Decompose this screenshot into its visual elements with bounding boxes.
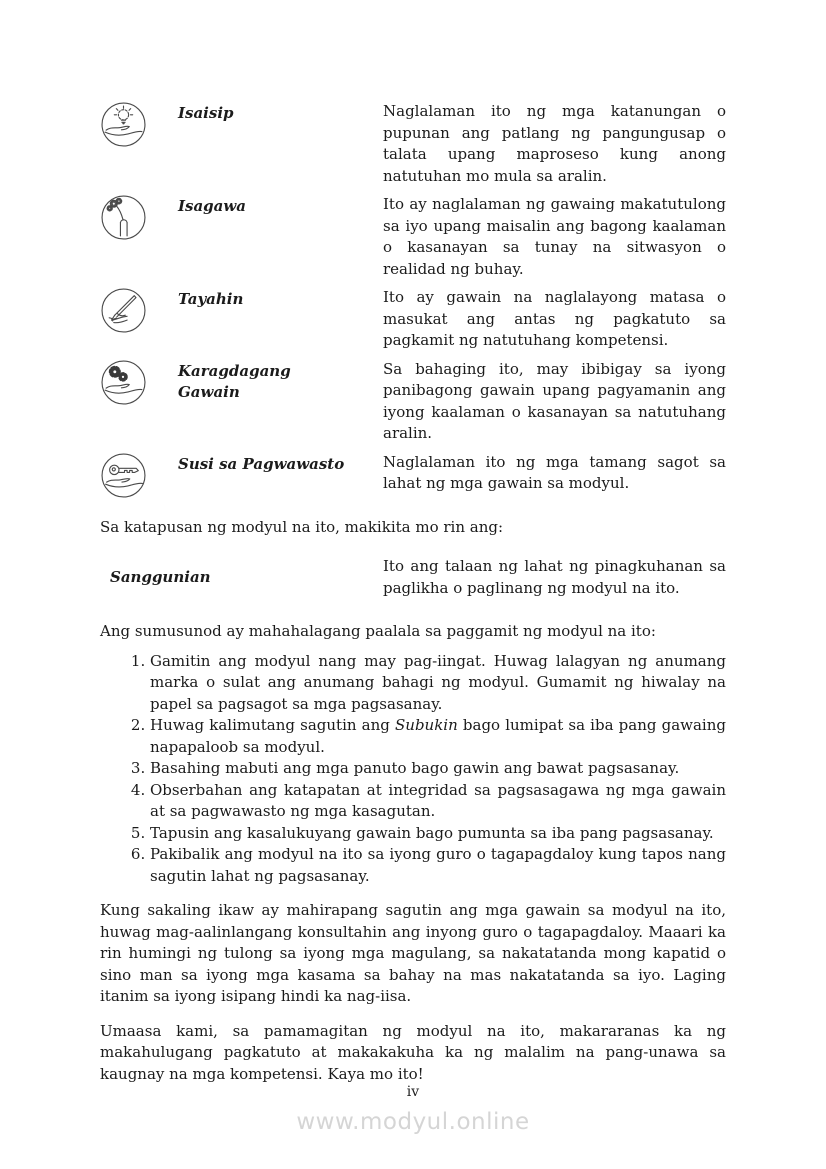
paalala-item-4-text: Obserbahan ang katapatan at integridad sa pagsasagawa ng mga gawain at sa pagwawasto ng mga kasagutan. (150, 780, 726, 820)
paalala-item-6 (150, 844, 726, 887)
paalala-intro: Ang sumusunod ay mahahalagang paalala sa paggamit ng modyul na ito: (100, 622, 656, 640)
legend-desc-isaisip: Naglalaman ito ng mga katanungan o pupunan ang patlang ng pangungusap o talata upang maproseso kung anong natutuhan mo mula sa aralin. (383, 102, 726, 185)
closing-line: Sa katapusan ng modyul na ito, makikita mo rin ang: (100, 517, 504, 536)
paalala-item-1 (150, 651, 726, 716)
legend-desc-tayahin: Ito ay gawain na naglalayong matasa o masukat ang antas ng pagkatuto sa pagkamit ng natutuhang kompetensi. (383, 288, 726, 349)
legend-label-susi-sa-pagwawasto: Susi sa Pagwawasto (178, 454, 345, 473)
lightbulb-hand-icon (100, 101, 178, 187)
icon-legend (100, 101, 726, 499)
paalala-item-5 (150, 823, 726, 845)
paalala-item-6-text: Pakibalik ang modyul na ito sa iyong guro o tagapagdaloy kung tapos nang sagutin lahat ng pagsasanay. (150, 845, 726, 885)
paalala-item-5-text: Tapusin ang kasalukuyang gawain bago pumunta sa iba pang pagsasanay. (150, 823, 714, 842)
page-number: iv (406, 1084, 420, 1100)
paalala-item-3-text: Basahing mabuti ang mga panuto bago gawin ang bawat pagsasanay. (150, 759, 680, 777)
hand-writing-pen-icon (100, 287, 178, 352)
legend-label-karagdagang-gawain: Karagdagang Gawain (178, 361, 291, 401)
legend-desc-karagdagang-gawain: Sa bahaging ito, may ibibigay sa iyong panibagong gawain upang pagyamanin ang iyong kaalaman o kasanayan sa natutuhang aralin. (383, 359, 726, 442)
key-on-hand-icon (100, 452, 178, 499)
sanggunian-label: Sanggunian (110, 567, 211, 586)
paalala-item-2 (150, 715, 726, 758)
legend-label-isaisip: Isaisip (178, 104, 234, 122)
sanggunian-description: Ito ang talaan ng lahat ng pinagkuhanan sa paglikha o paglinang ng modyul na ito. (383, 557, 726, 597)
page-content (100, 101, 726, 1085)
legend-desc-susi-sa-pagwawasto: Naglalaman ito ng mga tamang sagot sa lahat ng mga gawain sa modyul. (383, 452, 726, 492)
paalala-item-2-suffix: bago lumipat sa iba pang gawaing napapaloob sa modyul. (150, 716, 726, 756)
paalala-item-1-text: Gamitin ang modyul nang may pag-iingat. Huwag lalagyan ng anumang marka o sulat ang anumang bahagi ng modyul. Gumamit ng hiwalay na papel sa pagsagot sa mga pagsasanay. (150, 651, 726, 713)
watermark: www.modyul.online (296, 1109, 530, 1135)
legend-desc-isagawa: Ito ay naglalaman ng gawaing makatutulong sa iyo upang maisalin ang bagong kaalaman o kasanayan sa tunay na sitwasyon o realidad ng buhay. (383, 195, 726, 278)
legend-label-tayahin: Tayahin (178, 290, 244, 308)
paragraph-encouragement: Umaasa kami, sa pamamagitan ng modyul na ito, makararanas ka ng makahulugang pagkatuto at makakakuha ka ng malalim na pang-unawa sa kaugnay na mga kompetensi. Kaya mo ito! (100, 1021, 726, 1083)
paalala-list (100, 651, 726, 888)
paalala-item-2-italic-term: Subukin (395, 716, 458, 734)
paalala-item-3 (150, 758, 726, 780)
paalala-item-2-prefix: Huwag kalimutang sagutin ang (150, 716, 396, 734)
legend-label-isagawa: Isagawa (178, 197, 247, 215)
hand-sprout-gears-icon (100, 194, 178, 280)
gears-on-hand-icon (100, 359, 178, 445)
paragraph-consult-help: Kung sakaling ikaw ay mahirapang sagutin ang mga gawain sa modyul na ito, huwag mag-aalinlangang konsultahin ang inyong guro o tagapagdaloy. Maaari ka rin humingi ng tulong sa iyong mga magulang, sa nakatatanda mong kapatid o sino man sa iyong mga kasama sa bahay na mas nakatatanda sa iyo. Laging itanim sa iyong isipang hindi ka nag-iisa. (100, 901, 726, 1005)
paalala-item-4 (150, 780, 726, 823)
sanggunian-row (100, 556, 726, 599)
